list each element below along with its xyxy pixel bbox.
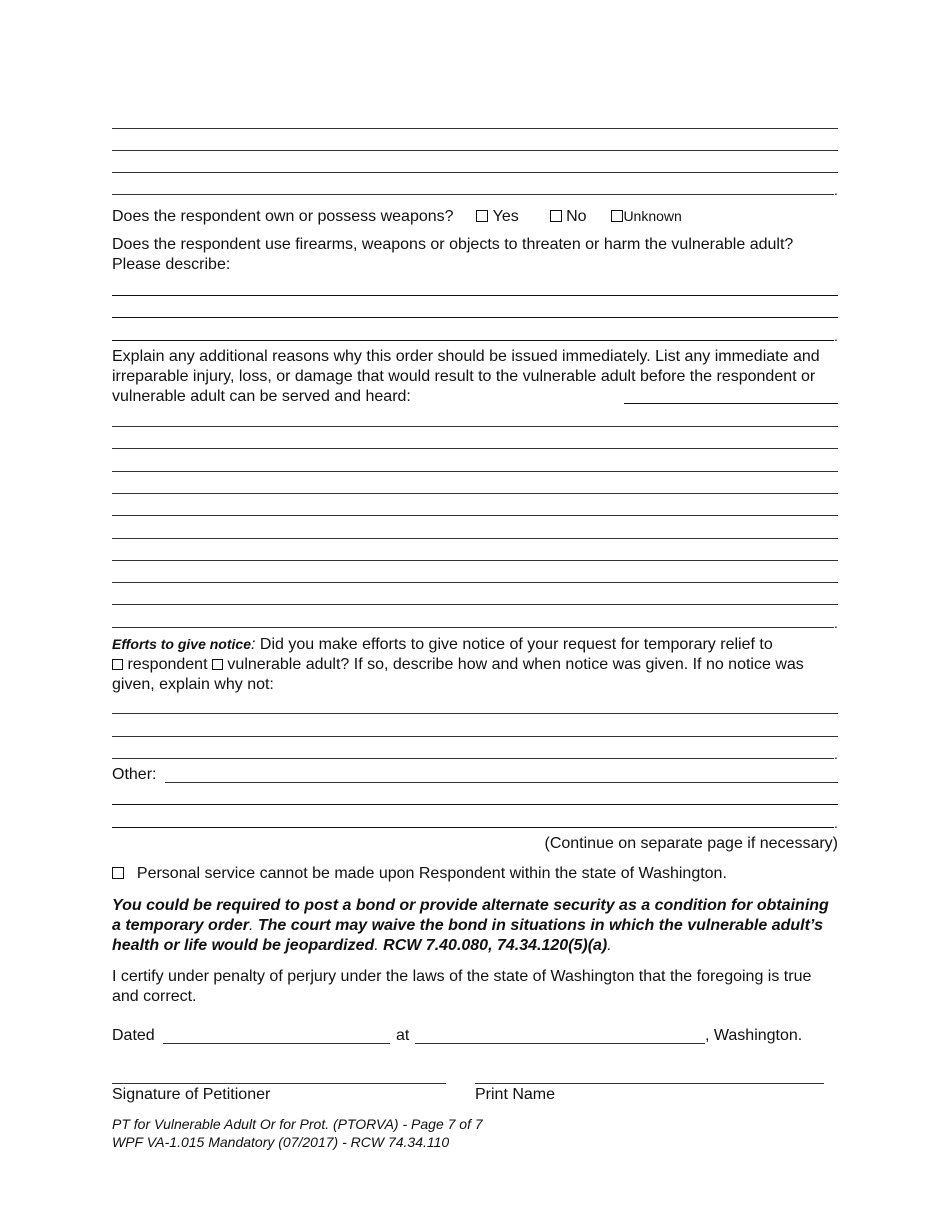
certification-text: I certify under penalty of perjury under the laws of the state of Washington that the foregoing is true and correct.: [112, 968, 812, 1005]
personal-service-label: Personal service cannot be made upon Respondent within the state of Washington.: [136, 865, 727, 882]
print-name-label: Print Name: [475, 1086, 556, 1103]
answer-line[interactable]: [112, 515, 838, 516]
notice-vulnerable-label: vulnerable adult?: [227, 656, 350, 673]
dated-at-label: at: [396, 1027, 410, 1044]
answer-line[interactable]: [112, 426, 838, 427]
weapons-question: Does the respondent own or possess weapons?: [112, 208, 454, 225]
city-field[interactable]: [415, 1043, 705, 1044]
weapons-unknown-checkbox[interactable]: [611, 210, 623, 222]
answer-line[interactable]: [112, 538, 838, 539]
reasons-inline-line[interactable]: [624, 403, 838, 404]
answer-line[interactable]: [112, 471, 838, 472]
other-line[interactable]: [165, 782, 838, 783]
line-end-period: .: [834, 815, 838, 831]
notice-respondent-checkbox[interactable]: [112, 659, 123, 670]
continue-note: (Continue on separate page if necessary): [544, 835, 838, 852]
bond-rcw: RCW 7.40.080, 74.34.120(5)(a): [383, 937, 608, 954]
answer-line[interactable]: [112, 448, 838, 449]
notice-heading-colon: :: [250, 636, 256, 653]
answer-line[interactable]: [112, 295, 838, 296]
notice-question: [112, 634, 838, 695]
notice-vulnerable-checkbox[interactable]: [212, 659, 223, 670]
print-name-field[interactable]: [475, 1083, 824, 1084]
footer-line-1: PT for Vulnerable Adult Or for Prot. (PTORVA) - Page 7 of 7: [112, 1116, 483, 1132]
bond-sep-1: .: [248, 917, 258, 934]
bond-notice: [112, 896, 838, 956]
line-end-period: .: [834, 182, 838, 198]
line-end-period: .: [834, 328, 838, 344]
bond-sep-2: .: [374, 937, 384, 954]
answer-line[interactable]: [112, 804, 838, 805]
firearms-question: Does the respondent use firearms, weapons or objects to threaten or harm the vulnerable adult? Please describe:: [112, 236, 794, 273]
answer-line[interactable]: [112, 317, 838, 318]
answer-line[interactable]: [112, 150, 838, 151]
line-end-period: .: [834, 615, 838, 631]
weapons-no-label: No: [566, 208, 587, 225]
weapons-yes-checkbox[interactable]: [476, 210, 488, 222]
other-label: Other:: [112, 766, 157, 783]
bond-text-2: The court may waive the bond in situations in which the vulnerable adult’s health or life would be jeopardized: [112, 917, 823, 954]
answer-line[interactable]: [112, 758, 834, 759]
notice-intro: Did you make efforts to give notice of your request for temporary relief to: [255, 636, 773, 653]
personal-service-checkbox[interactable]: [112, 867, 124, 879]
answer-line[interactable]: [112, 493, 838, 494]
notice-respondent-label: respondent: [127, 656, 208, 673]
dated-label: Dated: [112, 1027, 155, 1044]
signature-label: Signature of Petitioner: [112, 1086, 271, 1103]
answer-line[interactable]: [112, 560, 838, 561]
weapons-yes-label: Yes: [492, 208, 519, 225]
answer-line[interactable]: [112, 194, 834, 195]
bond-end: .: [607, 937, 612, 954]
answer-line[interactable]: [112, 827, 834, 828]
bond-text-1: You could be required to post a bond or provide alternate security as a condition for obtaining a temporary order: [112, 897, 829, 934]
answer-line[interactable]: [112, 582, 838, 583]
personal-service-row: [112, 864, 727, 884]
answer-line[interactable]: [112, 736, 838, 737]
notice-heading: Efforts to give notice: [112, 636, 251, 652]
reasons-question: Explain any additional reasons why this order should be issued immediately. List any immediate and irreparable injury, loss, or damage that would result to the vulnerable adult before the respondent or vulnerable adult can be served and heard:: [112, 348, 820, 405]
notice-rest: If so, describe how and when notice was given. If no notice was given, explain why not:: [112, 656, 804, 693]
line-end-period: .: [834, 746, 838, 762]
answer-line[interactable]: [112, 627, 834, 628]
answer-line[interactable]: [112, 604, 838, 605]
weapons-unknown-label: Unknown: [623, 208, 682, 224]
weapons-question-row: [112, 206, 682, 227]
dated-state-label: , Washington.: [705, 1027, 803, 1044]
answer-line[interactable]: [112, 713, 838, 714]
date-field[interactable]: [163, 1043, 390, 1044]
answer-line[interactable]: [112, 340, 834, 341]
weapons-no-checkbox[interactable]: [550, 210, 562, 222]
footer-line-2: WPF VA-1.015 Mandatory (07/2017) - RCW 74.34.110: [112, 1134, 450, 1150]
answer-line[interactable]: [112, 128, 838, 129]
signature-field[interactable]: [112, 1083, 446, 1084]
answer-line[interactable]: [112, 172, 838, 173]
